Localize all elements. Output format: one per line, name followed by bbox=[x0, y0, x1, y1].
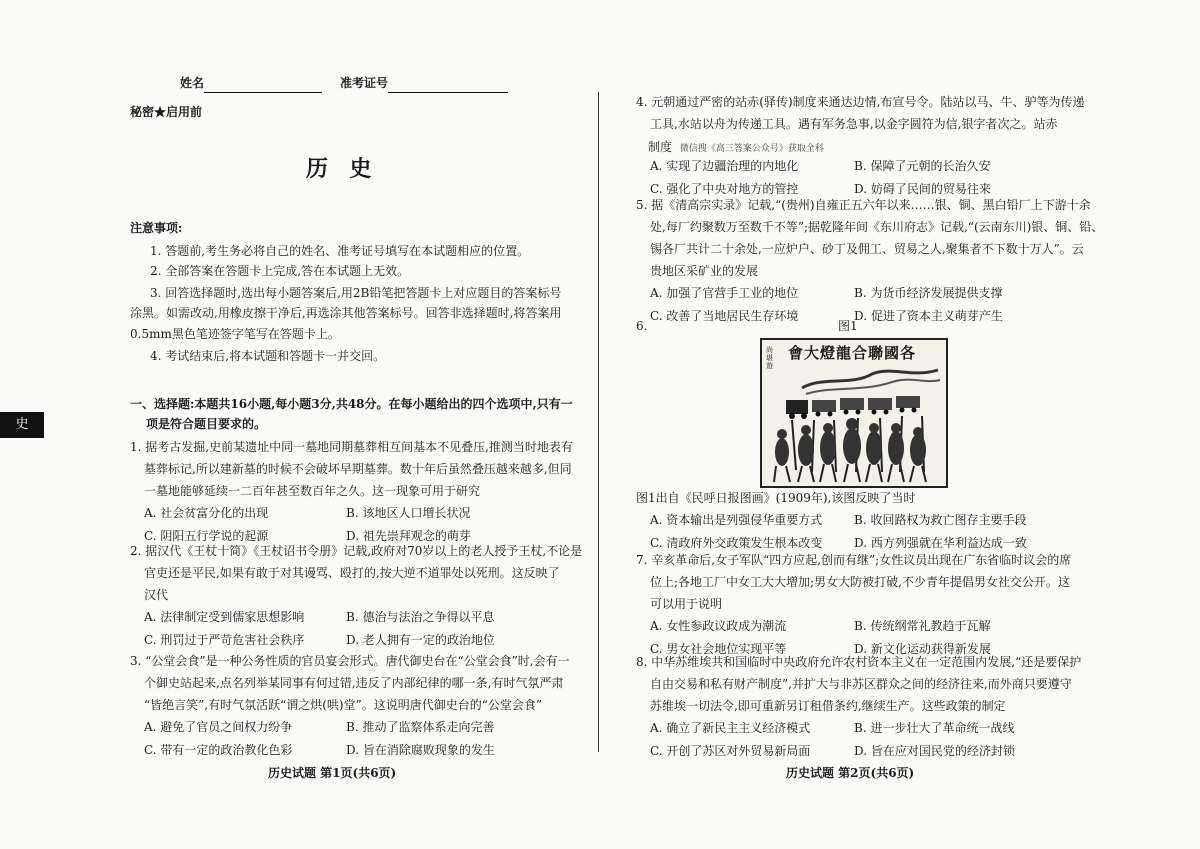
figure-cartoon bbox=[760, 338, 948, 488]
answer-option[interactable]: C. 刑罚过于严苛危害社会秩序 bbox=[144, 633, 305, 647]
notice-item: 0.5mm黑色笔迹签字笔写在答题卡上。 bbox=[130, 327, 340, 341]
question-text-line: 2. 据汉代《王杖十简》《王杖诏书令册》记载,政府对70岁以上的老人授予王杖,不论是 bbox=[130, 544, 583, 558]
answer-option[interactable]: B. 该地区人口增长状况 bbox=[346, 506, 471, 520]
question-text-line: “皆绝言笑”,有时气氛活跃“谓之烘(哄)堂”。这说明唐代御史台的“公堂会食” bbox=[144, 698, 542, 712]
answer-option[interactable]: B. 进一步壮大了革命统一战线 bbox=[854, 721, 1015, 735]
answer-option[interactable]: A. 资本输出是列强侵华重要方式 bbox=[650, 513, 823, 527]
answer-option[interactable]: C. 改善了当地居民生存环境 bbox=[650, 309, 799, 323]
section-heading: 一、选择题:本题共16小题,每小题3分,共48分。在每小题给出的四个选项中,只有一 bbox=[130, 397, 573, 411]
notice-item: 1. 答题前,考生务必将自己的姓名、准考证号填写在本试题相应的位置。 bbox=[150, 244, 530, 258]
answer-option[interactable]: D. 老人拥有一定的政治地位 bbox=[346, 633, 495, 647]
question-text-line: 工具,水站以舟为传递工具。遇有军务急事,以金字圆符为信,银字者次之。站赤 bbox=[650, 117, 1058, 131]
question-text-line: 7. 辛亥革命后,女子军队“四方应起,创而有继”;女性议员出现在广东省临时议会的席 bbox=[636, 553, 1072, 567]
question-text-line: 4. 元朝通过严密的站赤(驿传)制度来通达边情,布宣号令。陆站以马、牛、驴等为传递 bbox=[636, 95, 1085, 109]
question-text-line: 个御史站起来,点名列举某同事有何过错,违反了内部纪律的哪一条,有时气氛严肃 bbox=[144, 676, 564, 690]
question-text-line: 自由交易和私有财产制度”,并扩大与非苏区群众之间的经济往来,而外商只要遵守 bbox=[650, 677, 1072, 691]
answer-option[interactable]: B. 传统纲常礼教趋于瓦解 bbox=[854, 619, 991, 633]
question-text-line: 3. “公堂会食”是一种公务性质的官员宴会形式。唐代御史台在“公堂会食”时,会有一 bbox=[130, 654, 570, 668]
question-text-line: 8. 中华苏维埃共和国临时中央政府允许农村资本主义在一定范围内发展,“还是要保护 bbox=[636, 655, 1082, 669]
page-footer-left: 历史试题 第1页(共6页) bbox=[268, 766, 397, 780]
answer-option[interactable]: A. 社会贫富分化的出现 bbox=[144, 506, 269, 520]
answer-option[interactable]: A. 避免了官员之间权力纷争 bbox=[144, 720, 293, 734]
question-text-line: 图1出自《民呼日报图画》(1909年),该图反映了当时 bbox=[636, 491, 916, 505]
answer-option[interactable]: C. 强化了中央对地方的管控 bbox=[650, 182, 799, 196]
question-text-line: 处,每厂约聚数万至数千不等”;据乾隆年间《东川府志》记载,“(云南东川)银、铜、铅、 bbox=[650, 220, 1104, 234]
answer-option[interactable]: B. 保障了元朝的长治久安 bbox=[854, 159, 991, 173]
question-text-line: 汉代 bbox=[144, 588, 169, 602]
answer-option[interactable]: A. 女性参政议政成为潮流 bbox=[650, 619, 787, 633]
notice-item: 涂黑。如需改动,用橡皮擦干净后,再选涂其他答案标号。回答非选择题时,将答案用 bbox=[130, 306, 562, 320]
answer-option[interactable]: D. 新文化运动获得新发展 bbox=[854, 642, 991, 656]
answer-option[interactable]: A. 加强了官营手工业的地位 bbox=[650, 286, 799, 300]
column-divider bbox=[598, 92, 599, 752]
figure-caption: 图1 bbox=[838, 319, 858, 333]
subject-side-tab: 史 bbox=[0, 412, 44, 438]
answer-option[interactable]: A. 确立了新民主主义经济模式 bbox=[650, 721, 811, 735]
cartoon-drawing bbox=[762, 360, 946, 486]
answer-option[interactable]: D. 旨在应对国民党的经济封锁 bbox=[854, 744, 1015, 758]
answer-option[interactable]: C. 开创了苏区对外贸易新局面 bbox=[650, 744, 811, 758]
answer-option[interactable]: B. 为货币经济发展提供支撑 bbox=[854, 286, 1003, 300]
answer-option[interactable]: C. 男女社会地位实现平等 bbox=[650, 642, 787, 656]
figure-side-text: 尚堪遊 bbox=[766, 346, 773, 370]
notice-item: 2. 全部答案在答题卡上完成,答在本试题上无效。 bbox=[150, 264, 410, 278]
question-text-line: 可以用于说明 bbox=[650, 597, 723, 611]
q4-tail-text: 制度 bbox=[648, 140, 673, 154]
section-heading: 项是符合题目要求的。 bbox=[146, 417, 267, 431]
exam-id-label: 准考证号 bbox=[340, 76, 389, 90]
answer-option[interactable]: D. 旨在消除腐败现象的发生 bbox=[346, 743, 495, 757]
question-text-line: 官吏还是平民,如果有敢于对其谩骂、殴打的,按大逆不道罪处以死刑。这反映了 bbox=[144, 566, 560, 580]
answer-option[interactable]: A. 法律制定受到儒家思想影响 bbox=[144, 610, 305, 624]
name-label: 姓名 bbox=[180, 76, 205, 90]
question-text-line: 贵地区采矿业的发展 bbox=[650, 264, 759, 278]
subject-title: 历 史 bbox=[306, 156, 374, 182]
secret-label: 秘密★启用前 bbox=[130, 105, 203, 119]
answer-option[interactable]: C. 带有一定的政治教化色彩 bbox=[144, 743, 293, 757]
question-text-line: 5. 据《清高宗实录》记载,“(贵州)自雍正五六年以来……银、铜、黑白铅厂上下游十余 bbox=[636, 198, 1091, 212]
question-text-line: 苏维埃一切法令,即可重新另订租借条约,继续生产。这些政策的制定 bbox=[650, 699, 1006, 713]
answer-option[interactable]: D. 妨碍了民间的贸易往来 bbox=[854, 182, 991, 196]
q6-number: 6. bbox=[636, 319, 648, 333]
answer-option[interactable]: B. 收回路权为救亡图存主要手段 bbox=[854, 513, 1027, 527]
answer-option[interactable]: D. 西方列强就在华利益达成一致 bbox=[854, 536, 1027, 550]
notice-item: 3. 回答选择题时,选出每小题答案后,用2B铅笔把答题卡上对应题目的答案标号 bbox=[150, 286, 562, 300]
answer-option[interactable]: A. 实现了边疆治理的内地化 bbox=[650, 159, 799, 173]
answer-option[interactable]: B. 推动了监察体系走向完善 bbox=[346, 720, 495, 734]
page-footer-right: 历史试题 第2页(共6页) bbox=[786, 766, 915, 780]
question-text-line: 1. 据考古发掘,史前某遗址中同一墓地同期墓葬相互间基本不见叠压,推测当时地表有 bbox=[130, 440, 573, 454]
q4-tail bbox=[648, 137, 824, 159]
exam-id-field[interactable] bbox=[340, 73, 508, 93]
answer-option[interactable]: C. 清政府外交政策发生根本改变 bbox=[650, 536, 823, 550]
answer-option[interactable]: D. 祖先崇拜观念的萌芽 bbox=[346, 529, 471, 543]
answer-option[interactable]: D. 促进了资本主义萌芽产生 bbox=[854, 309, 1003, 323]
answer-option[interactable]: C. 阴阳五行学说的起源 bbox=[144, 529, 269, 543]
answer-option[interactable]: B. 德治与法治之争得以平息 bbox=[346, 610, 495, 624]
figure-banner: 會大燈龍合聯國各 bbox=[788, 344, 917, 362]
question-text-line: 墓葬标记,所以建新墓的时候不会破坏早期墓葬。数十年后虽然叠压越来越多,但同 bbox=[144, 462, 572, 476]
question-text-line: 一墓地能够延续一二百年甚至数百年之久。这一现象可用于研究 bbox=[144, 484, 481, 498]
question-text-line: 锡各厂共计二十余处,一应炉户、砂丁及佣工、贸易之人,聚集者不下数十万人”。云 bbox=[650, 242, 1084, 256]
watermark-note: 微信搜《高三答案公众号》获取全科 bbox=[679, 144, 824, 154]
notice-title: 注意事项: bbox=[130, 221, 183, 235]
name-field[interactable] bbox=[180, 73, 322, 93]
question-text-line: 位上;各地工厂中女工大大增加;男女大防被打破,不少青年提倡男女社交公开。这 bbox=[650, 575, 1070, 589]
notice-item: 4. 考试结束后,将本试题和答题卡一并交回。 bbox=[150, 349, 386, 363]
